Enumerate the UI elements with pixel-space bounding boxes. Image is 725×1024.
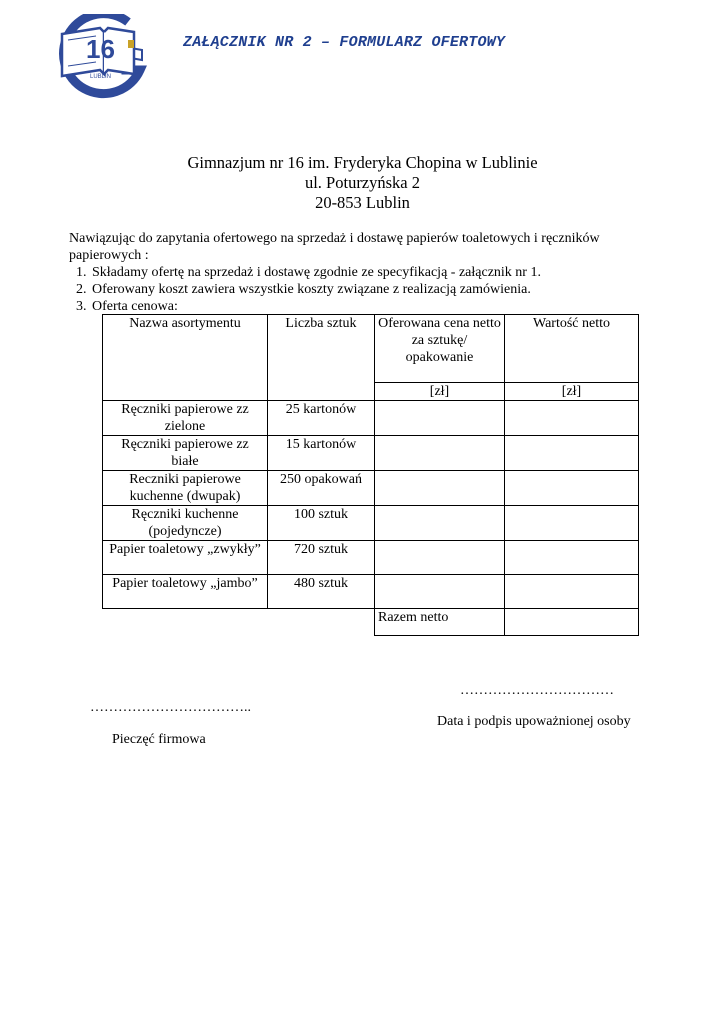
- table-row: [103, 471, 639, 506]
- item-name: Ręczniki papierowe zz zielone: [103, 401, 268, 436]
- total-value-cell[interactable]: [505, 609, 639, 636]
- logo-number: 16: [86, 34, 115, 64]
- intro-section: [69, 230, 669, 315]
- table-row: [103, 541, 639, 575]
- item-name: Ręczniki papierowe zz białe: [103, 436, 268, 471]
- intro-list: [69, 264, 669, 315]
- item-qty: 480 sztuk: [268, 575, 375, 609]
- price-cell[interactable]: [375, 575, 505, 609]
- item-name: Ręczniki kuchenne (pojedyncze): [103, 506, 268, 541]
- value-cell[interactable]: [505, 471, 639, 506]
- school-logo: [58, 14, 150, 100]
- item-name: Reczniki papierowe kuchenne (dwupak): [103, 471, 268, 506]
- total-row: [103, 609, 639, 636]
- unit-label-price: [zł]: [375, 383, 505, 401]
- flame-icon: [128, 40, 134, 48]
- school-street: ul. Poturzyńska 2: [304, 173, 421, 192]
- item-qty: 250 opakowań: [268, 471, 375, 506]
- signature-dots-right: ……………………………: [460, 683, 614, 698]
- stamp-label: Pieczęć firmowa: [112, 732, 206, 747]
- intro-text: Nawiązując do zapytania ofertowego na sprzedaż i dostawę papierów toaletowych i ręczników papierowych :: [69, 231, 600, 263]
- table-row: [103, 436, 639, 471]
- value-cell[interactable]: [505, 401, 639, 436]
- table-header-row: [103, 315, 639, 383]
- table-row: [103, 401, 639, 436]
- header-net-value: Wartość netto: [505, 315, 639, 383]
- value-cell[interactable]: [505, 506, 639, 541]
- value-cell[interactable]: [505, 436, 639, 471]
- header-qty: Liczba sztuk: [268, 315, 375, 401]
- price-cell[interactable]: [375, 436, 505, 471]
- item-name: Papier toaletowy „jambo”: [103, 575, 268, 609]
- list-item: 3. Oferta cenowa:: [90, 298, 669, 315]
- list-item: 1. Składamy ofertę na sprzedaż i dostawę zgodnie ze specyfikacją - załącznik nr 1.: [90, 264, 669, 281]
- unit-label-value: [zł]: [505, 383, 639, 401]
- value-cell[interactable]: [505, 541, 639, 575]
- price-cell[interactable]: [375, 541, 505, 575]
- logo-city: LUBLIN: [90, 74, 112, 80]
- school-name: Gimnazjum nr 16 im. Fryderyka Chopina w Lublinie: [187, 153, 538, 172]
- item-qty: 15 kartonów: [268, 436, 375, 471]
- list-item: 2. Oferowany koszt zawiera wszystkie koszty związane z realizacją zamówienia.: [90, 281, 669, 298]
- item-name: Papier toaletowy „zwykły”: [103, 541, 268, 575]
- price-cell[interactable]: [375, 506, 505, 541]
- school-logo-graphic: [58, 14, 150, 100]
- table-row: [103, 506, 639, 541]
- document-title: ZAŁĄCZNIK NR 2 – FORMULARZ OFERTOWY: [183, 34, 506, 51]
- header-unit-price: Oferowana cena netto za sztukę/ opakowanie: [375, 315, 505, 383]
- item-qty: 25 kartonów: [268, 401, 375, 436]
- item-qty: 720 sztuk: [268, 541, 375, 575]
- price-table: [102, 314, 639, 636]
- price-cell[interactable]: [375, 471, 505, 506]
- table-row: [103, 575, 639, 609]
- total-label: Razem netto: [375, 609, 505, 636]
- signature-label: Data i podpis upoważnionej osoby: [437, 714, 631, 729]
- school-city: 20-853 Lublin: [315, 193, 410, 212]
- header-name: Nazwa asortymentu: [103, 315, 268, 401]
- item-qty: 100 sztuk: [268, 506, 375, 541]
- value-cell[interactable]: [505, 575, 639, 609]
- price-cell[interactable]: [375, 401, 505, 436]
- stamp-dots-left: ……………………………..: [90, 700, 251, 715]
